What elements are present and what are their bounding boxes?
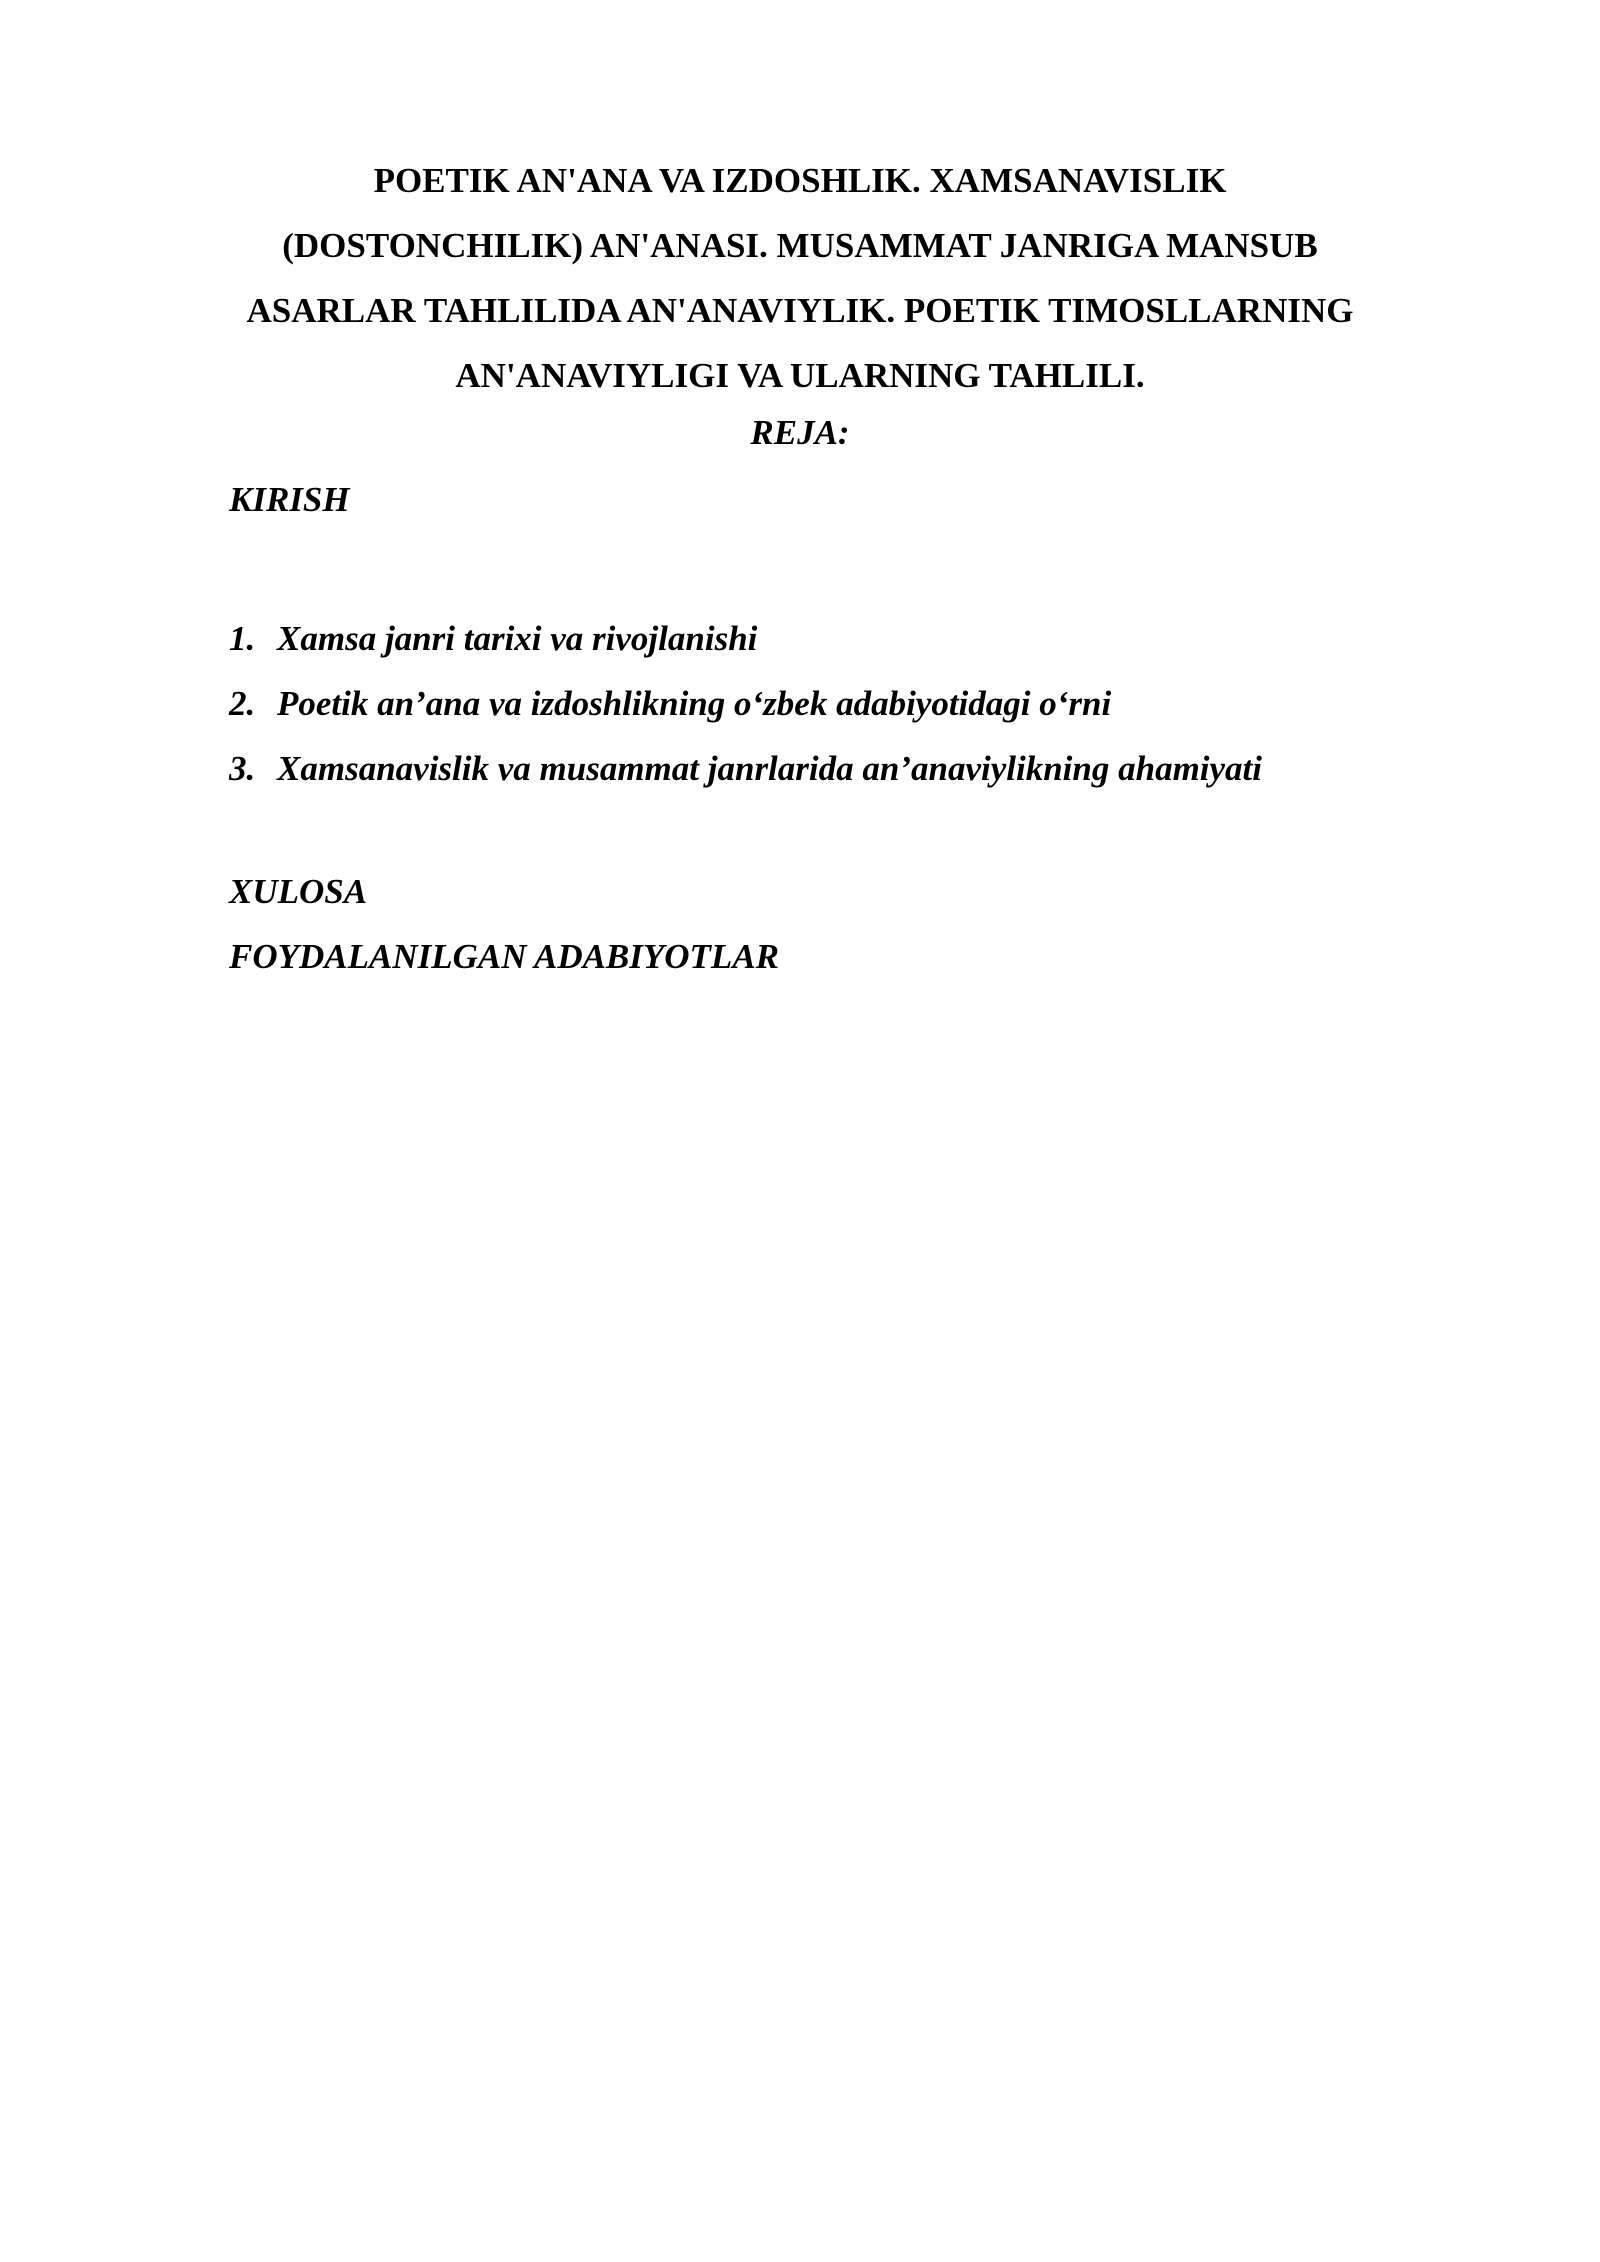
plan-item-number: 1. [229, 619, 256, 658]
plan-list [229, 606, 1262, 801]
plan-item-text: Xamsanavislik va musammat janrlarida an’anaviylikning ahamiyati [277, 749, 1263, 788]
plan-item-number: 2. [229, 684, 256, 723]
plan-heading: REJA: [750, 413, 850, 452]
title-line: (DOSTONCHILIK) AN'ANASI. MUSAMMAT JANRIGA MANSUB [282, 226, 1318, 265]
plan-item-text: Poetik an’ana va izdoshlikning o‘zbek adabiyotidagi o‘rni [277, 684, 1112, 723]
conclusion-heading: XULOSA [229, 872, 368, 911]
plan-item-text: Xamsa janri tarixi va rivojlanishi [277, 619, 758, 658]
plan-item [229, 736, 1262, 801]
intro-heading: KIRISH [229, 480, 350, 519]
title-line: POETIK AN'ANA VA IZDOSHLIK. XAMSANAVISLIK [373, 161, 1227, 200]
plan-item [229, 671, 1262, 736]
plan-item-number: 3. [229, 749, 256, 788]
plan-item [229, 606, 1262, 671]
title-line: ASARLAR TAHLILIDA AN'ANAVIYLIK. POETIK TIMOSLLARNING [246, 291, 1354, 330]
document-title [200, 148, 1400, 408]
title-line: AN'ANAVIYLIGI VA ULARNING TAHLILI. [455, 356, 1145, 395]
references-heading: FOYDALANILGAN ADABIYOTLAR [229, 937, 780, 976]
